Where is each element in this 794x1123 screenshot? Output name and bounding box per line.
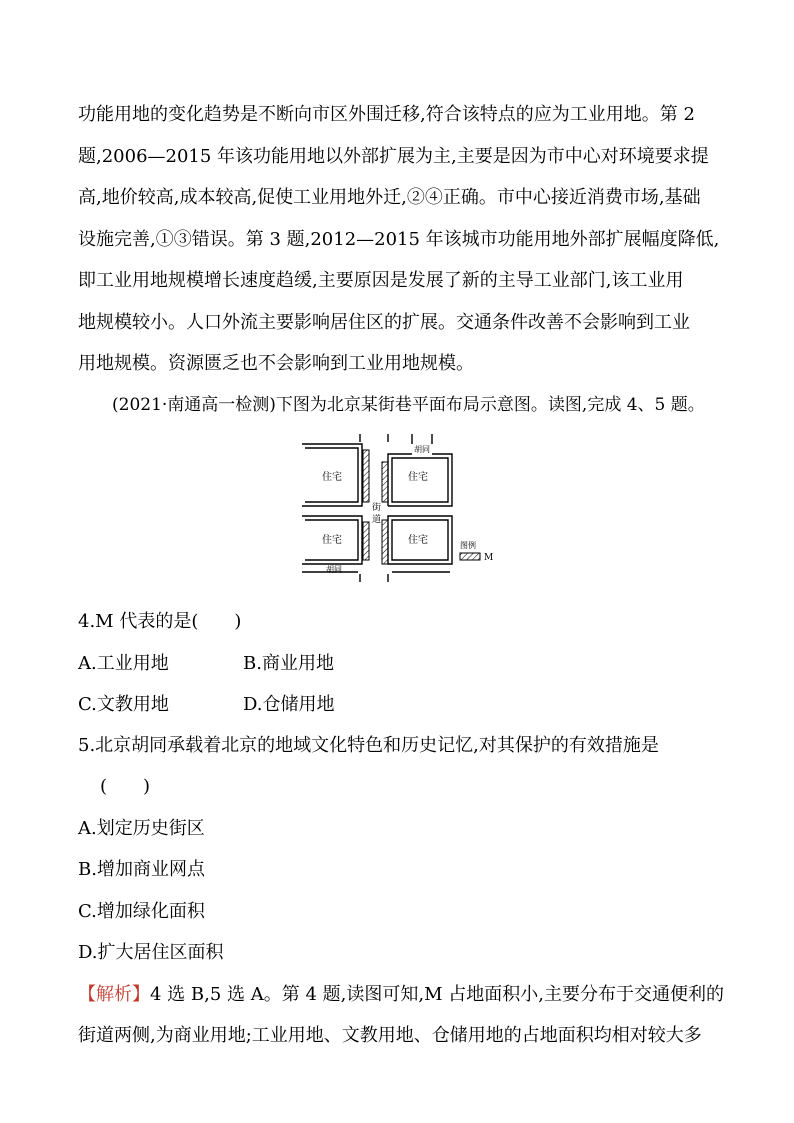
text-line: 题,2006—2015 年该功能用地以外部扩展为主,主要是因为市中心对环境要求提 bbox=[78, 145, 709, 167]
m-shop-strip bbox=[363, 522, 369, 560]
text-line: 设施完善,①③错误。第 3 题,2012—2015 年该城市功能用地外部扩展幅度降低, bbox=[78, 228, 720, 250]
q5-stem: 5.北京胡同承载着北京的地域文化特色和历史记忆,对其保护的有效措施是 bbox=[78, 735, 659, 756]
street-label: 街 bbox=[372, 503, 382, 513]
legend-swatch bbox=[460, 553, 480, 560]
m-shop-strip bbox=[382, 520, 388, 564]
residence-label: 住宅 bbox=[322, 535, 342, 546]
residence-label: 住宅 bbox=[322, 472, 342, 483]
q5-option-d[interactable]: D.扩大居住区面积 bbox=[78, 942, 224, 963]
street-layout-map bbox=[300, 432, 500, 584]
q4-option-a[interactable]: A.工业用地 bbox=[78, 653, 169, 674]
m-shop-strip bbox=[363, 450, 369, 502]
text-line: 功能用地的变化趋势是不断向市区外围迁移,符合该特点的应为工业用地。第 2 bbox=[78, 104, 695, 125]
legend-m-label: M bbox=[484, 553, 494, 563]
text-line: 即工业用地规模增长速度趋缓,主要原因是发展了新的主导工业部门,该工业用 bbox=[78, 270, 684, 291]
analysis-tag: 【解析】 bbox=[78, 984, 150, 1005]
m-shop-strip bbox=[382, 462, 388, 502]
analysis-text: 4 选 B,5 选 A。第 4 题,读图可知,M 占地面积小,主要分布于交通便利的 bbox=[150, 984, 724, 1005]
residence-label: 住宅 bbox=[408, 535, 428, 546]
q4-option-c[interactable]: C.文教用地 bbox=[78, 694, 169, 715]
hutong-label: 胡同 bbox=[414, 445, 430, 454]
q5-option-b[interactable]: B.增加商业网点 bbox=[78, 859, 205, 880]
text-line: 地规模较小。人口外流主要影响居住区的扩展。交通条件改善不会影响到工业 bbox=[78, 311, 690, 333]
q4-option-d[interactable]: D.仓储用地 bbox=[243, 694, 335, 715]
analysis-2-line-1 bbox=[78, 980, 724, 1006]
analysis-2-line-2: 街道两侧,为商业用地;工业用地、文教用地、仓储用地的占地面积均相对较大多 bbox=[78, 1025, 702, 1046]
street-label: 道 bbox=[372, 515, 382, 525]
question-intro: (2021·南通高一检测)下图为北京某街巷平面布局示意图。读图,完成 4、5 题。 bbox=[112, 395, 705, 415]
q4-stem: 4.M 代表的是( ) bbox=[78, 611, 242, 632]
analysis-paragraph-1 bbox=[78, 94, 718, 385]
legend-title: 图例 bbox=[460, 541, 476, 550]
text-line: 用地规模。资源匮乏也不会影响到工业用地规模。 bbox=[78, 353, 474, 374]
q5-option-a[interactable]: A.划定历史街区 bbox=[78, 818, 205, 839]
hutong-label: 胡同 bbox=[326, 565, 342, 574]
residence-label: 住宅 bbox=[408, 472, 428, 483]
q5-option-c[interactable]: C.增加绿化面积 bbox=[78, 901, 205, 922]
text-line: 高,地价较高,成本较高,促使工业用地外迁,②④正确。市中心接近消费市场,基础 bbox=[78, 187, 701, 208]
q5-answer-blank: ( ) bbox=[100, 776, 151, 797]
q4-option-b[interactable]: B.商业用地 bbox=[243, 653, 334, 674]
